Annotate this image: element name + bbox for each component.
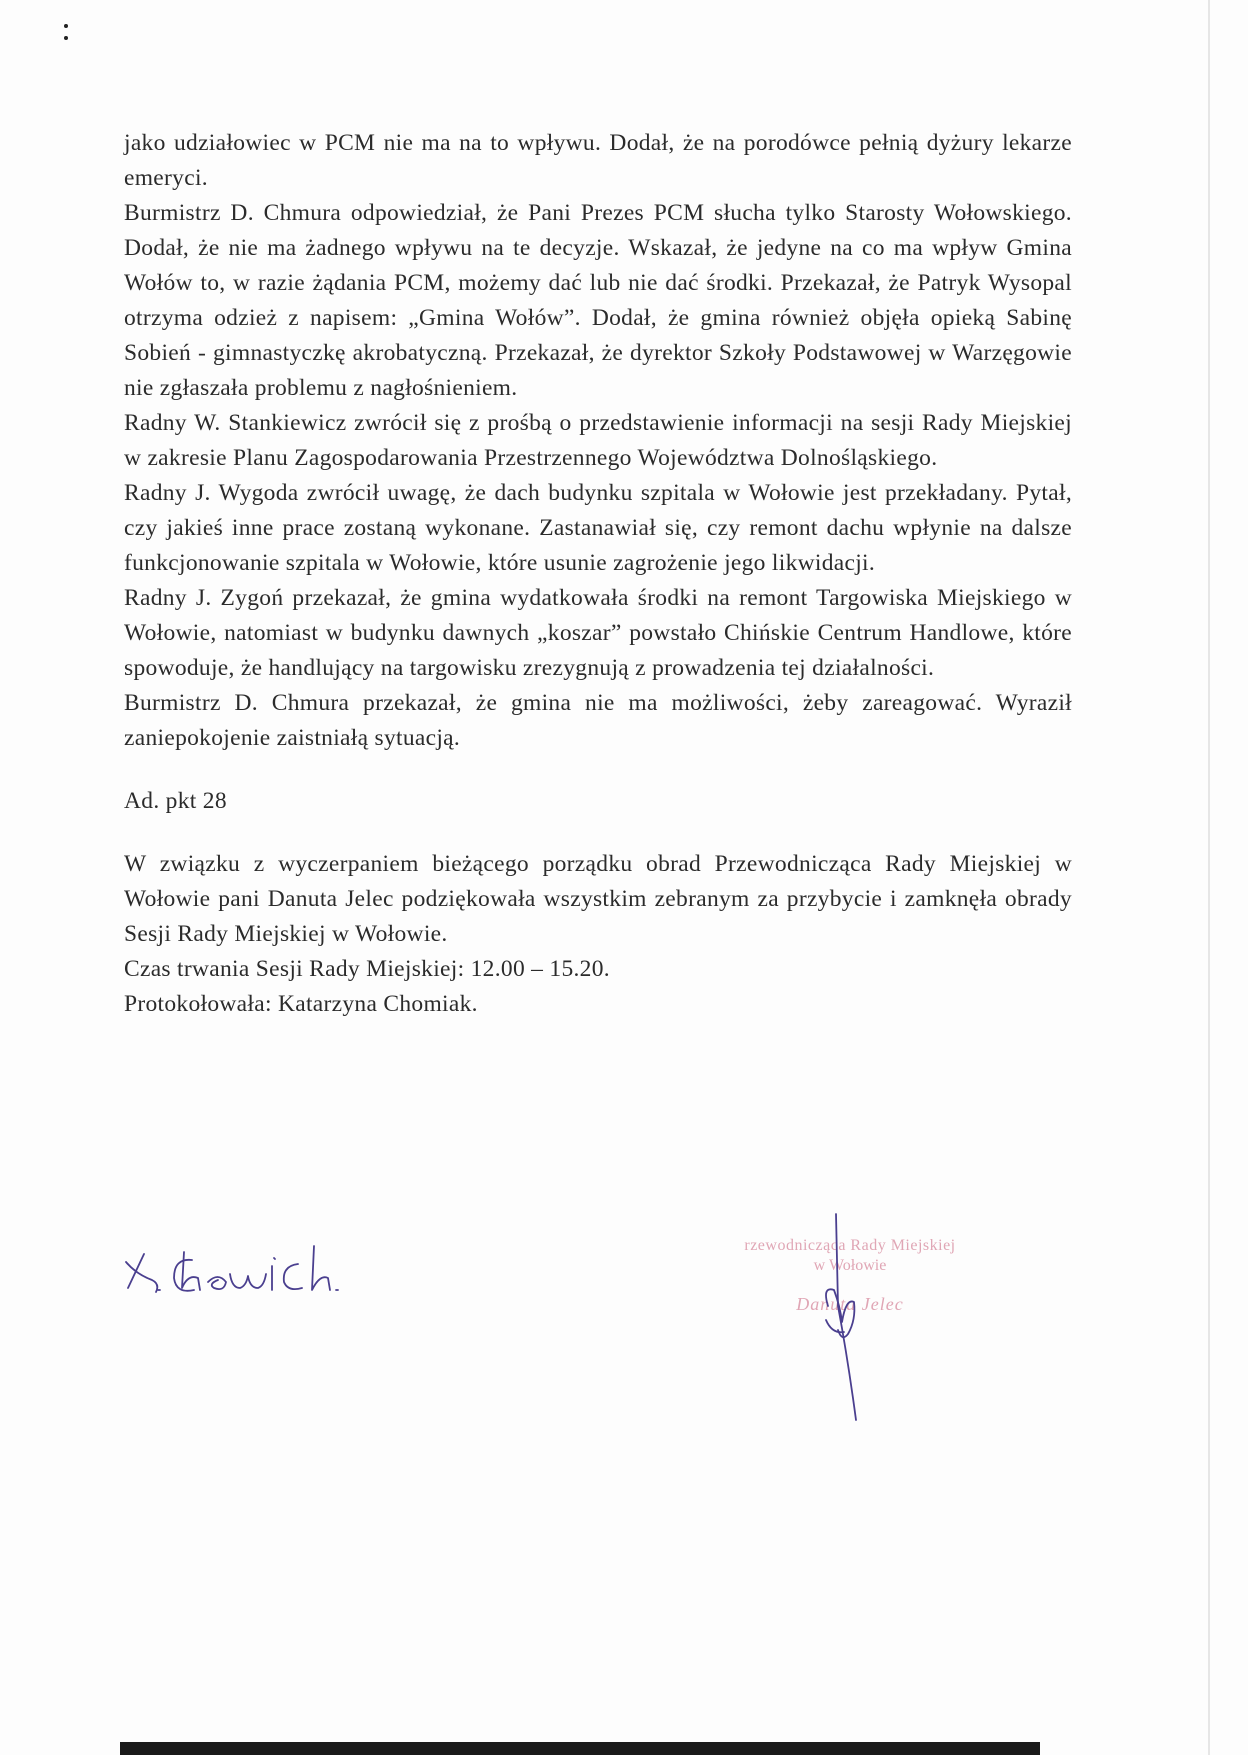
paragraph: Radny J. Wygoda zwrócił uwagę, że dach budynku szpitala w Wołowie jest przekładany. Pytał, czy jakieś inne prace zostaną wykonane. Zastanawiał się, czy remont dachu wpłynie na dalsze funkcjonowanie szpitala w Wołowie, które usunie zagrożenie jego likwidacji. (124, 480, 1072, 576)
paragraph: Radny J. Zygoń przekazał, że gmina wydatkowała środki na remont Targowiska Miejskiego w Wołowie, natomiast w budynku dawnych „koszar” powstało Chińskie Centrum Handlowe, które spowoduje, że handlujący na targowisku zrezygnują z prowadzenia tej działalności. (124, 585, 1072, 681)
document-body (124, 126, 1072, 1022)
stamp-line: w Wołowie (813, 1257, 887, 1274)
paragraph: Burmistrz D. Chmura odpowiedział, że Pani Prezes PCM słucha tylko Starosty Wołowskiego. Dodał, że nie ma żadnego wpływu na te decyzje. Wskazał, że jedyne na co ma wpływ Gmina Wołów to, w razie żądania PCM, możemy dać lub nie dać środki. Przekazał, że Patryk Wysopal otrzyma odzież z napisem: „Gmina Wołów”. Dodał, że gmina również objęła opieką Sabinę Sobień - gimnastyczkę akrobatyczną. Przekazał, że dyrektor Szkoły Podstawowej w Warzęgowie nie zgłaszała problemu z nagłośnieniem. (124, 200, 1072, 401)
handwritten-signature-left (122, 1232, 422, 1312)
section-heading: Ad. pkt 28 (124, 788, 227, 814)
paragraph: jako udziałowiec w PCM nie ma na to wpływu. Dodał, że na porodówce pełnią dyżury lekarze emeryci. (124, 130, 1072, 191)
paragraph: Radny W. Stankiewicz zwrócił się z prośbą o przedstawienie informacji na sesji Rady Miejskiej w zakresie Planu Zagospodarowania Przestrzennego Województwa Dolnośląskiego. (124, 410, 1072, 471)
handwritten-signature-right (808, 1210, 878, 1426)
paragraph: Burmistrz D. Chmura przekazał, że gmina nie ma możliwości, żeby zareagować. Wyraził zaniepokojenie zaistniałą sytuacją. (124, 690, 1072, 751)
closing-paragraph: W związku z wyczerpaniem bieżącego porządku obrad Przewodnicząca Rady Miejskiej w Wołowie pani Danuta Jelec podziękowała wszystkim zebranym za przybycie i zamknęła obrady Sesji Rady Miejskiej w Wołowie. (124, 851, 1072, 947)
scan-marks (64, 24, 70, 44)
scan-border (120, 1742, 1040, 1755)
page-edge (1208, 0, 1210, 1755)
duration-line: Czas trwania Sesji Rady Miejskiej: 12.00 – 15.20. (124, 956, 610, 982)
stamp-line: rzewodnicząca Rady Miejskiej (744, 1237, 956, 1254)
stamp-name: Danuta Jelec (796, 1294, 904, 1314)
protocol-line: Protokołowała: Katarzyna Chomiak. (124, 991, 478, 1017)
